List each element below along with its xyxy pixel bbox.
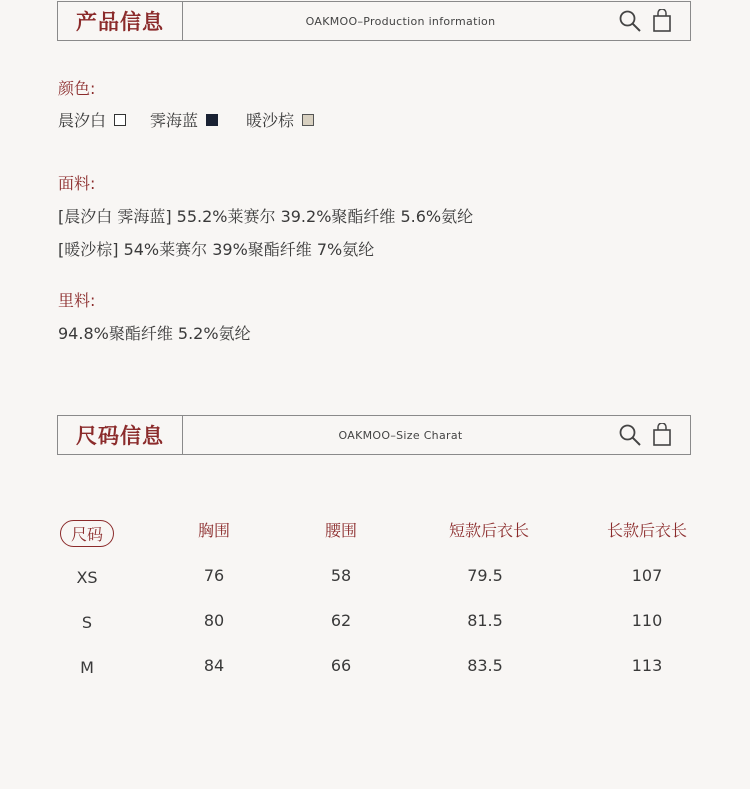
color-name: 霁海蓝 [150, 111, 199, 130]
long-length-cell: 113 [631, 656, 663, 675]
product-info-header [57, 1, 691, 41]
size-cell: M [80, 658, 94, 677]
color-option [150, 108, 218, 131]
shopping-bag-icon[interactable] [652, 9, 672, 33]
short-length-column-header: 短款后衣长 [448, 521, 530, 540]
header-icons [618, 2, 690, 40]
lining-label: 里料: [58, 291, 96, 310]
waist-cell: 62 [330, 611, 352, 630]
color-options [58, 108, 338, 131]
long-length-cell: 107 [631, 566, 663, 585]
product-info-title: 产品信息 [58, 2, 183, 40]
size-column-header: 尺码 [60, 520, 114, 547]
shopping-bag-icon[interactable] [652, 423, 672, 447]
table-row [0, 611, 750, 641]
fabric-label: 面料: [58, 174, 96, 193]
waist-cell: 58 [330, 566, 352, 585]
lining-line: 94.8%聚酯纤维 5.2%氨纶 [58, 324, 251, 343]
header-icons [618, 416, 690, 454]
waist-column-header: 腰围 [324, 521, 358, 540]
color-option [246, 108, 314, 131]
table-row [0, 656, 750, 686]
product-info-subtitle: OAKMOO–Production information [305, 14, 496, 28]
search-icon[interactable] [618, 423, 642, 447]
long-length-column-header: 长款后衣长 [606, 521, 688, 540]
chest-column-header: 胸围 [197, 521, 231, 540]
size-info-subtitle: OAKMOO–Size Charat [338, 428, 463, 442]
search-icon[interactable] [618, 9, 642, 33]
size-info-header [57, 415, 691, 455]
size-info-title: 尺码信息 [58, 416, 183, 454]
color-swatch [206, 114, 218, 126]
short-length-cell: 83.5 [467, 656, 503, 675]
chest-cell: 76 [203, 566, 225, 585]
size-chart-header-row [0, 518, 750, 548]
color-name: 晨汐白 [58, 111, 107, 130]
colors-label: 颜色: [58, 79, 96, 98]
fabric-line: [暖沙棕] 54%莱赛尔 39%聚酯纤维 7%氨纶 [58, 240, 375, 259]
table-row [0, 566, 750, 596]
color-swatch [302, 114, 314, 126]
size-cell: S [81, 613, 93, 632]
color-swatch [114, 114, 126, 126]
size-cell: XS [76, 568, 98, 587]
color-option [58, 108, 126, 131]
waist-cell: 66 [330, 656, 352, 675]
short-length-cell: 81.5 [467, 611, 503, 630]
short-length-cell: 79.5 [467, 566, 503, 585]
color-name: 暖沙棕 [246, 111, 295, 130]
fabric-line: [晨汐白 霁海蓝] 55.2%莱赛尔 39.2%聚酯纤维 5.6%氨纶 [58, 207, 474, 226]
long-length-cell: 110 [631, 611, 663, 630]
chest-cell: 84 [203, 656, 225, 675]
chest-cell: 80 [203, 611, 225, 630]
